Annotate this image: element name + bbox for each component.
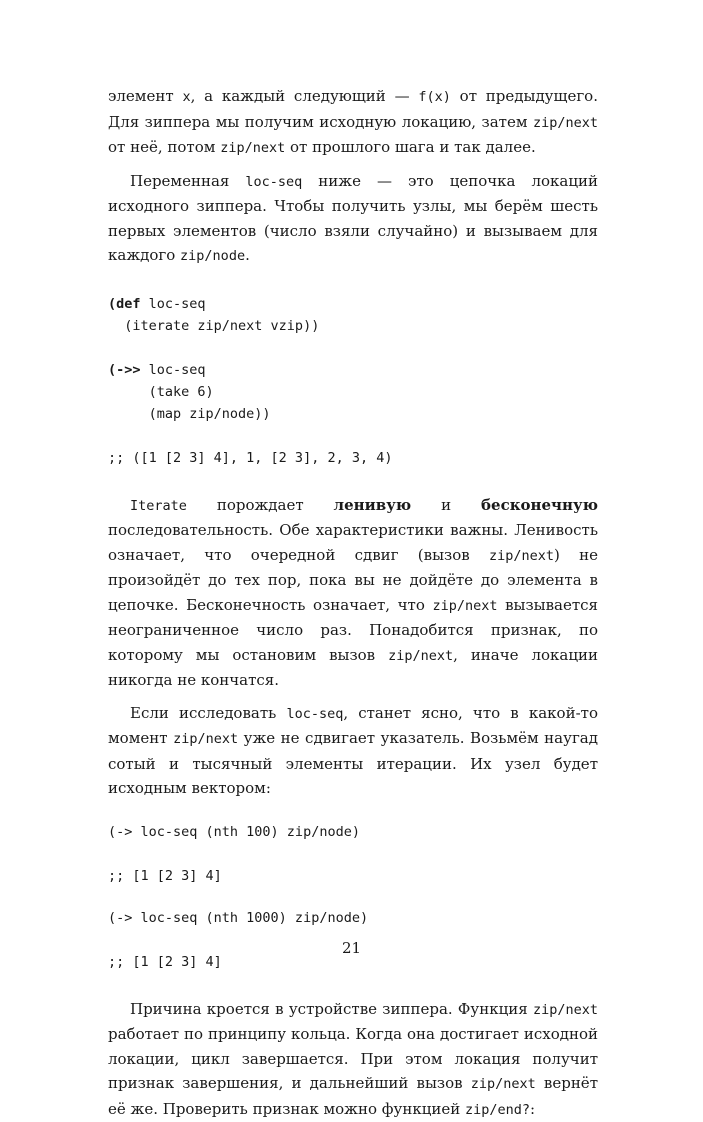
- text: ниже — это цепочка локаций исходного зиппера. Чтобы получить узлы, мы берём шесть первых элементов (число взяли случайно) и вызываем для каждого: [108, 172, 598, 265]
- bold-term: бесконечную: [481, 496, 598, 514]
- text: :: [530, 1100, 535, 1118]
- inline-code: loc-seq: [286, 706, 343, 722]
- code-line: [108, 293, 598, 315]
- text: вернёт её же. Проверить признак можно функцией: [108, 1074, 598, 1118]
- paragraph-2: [108, 169, 598, 269]
- text: и: [411, 496, 481, 514]
- code-keyword: (->>: [108, 362, 141, 378]
- text: Если исследовать: [130, 704, 286, 722]
- inline-code: zip/next: [432, 598, 497, 614]
- text: Переменная: [130, 172, 245, 190]
- text: последовательность. Обе характеристики важны. Ленивость означает, что очередной сдвиг (вызов: [108, 521, 598, 564]
- inline-code: zip/next: [220, 140, 285, 156]
- inline-code: zip/next: [489, 548, 554, 564]
- text: работает по принципу кольца. Когда она достигает исходной локации, цикл завершается. При этом локация получит признак завершения, и дальнейший вызов: [108, 1025, 598, 1092]
- code-line: [108, 359, 598, 381]
- code-block-2: [108, 821, 598, 887]
- inline-code: f(x): [418, 89, 451, 105]
- code-comment: ;; [1 [2 3] 4]: [108, 951, 598, 973]
- text: ) не произойдёт до тех пор, пока вы не дойдёте до элемента в цепочке. Бесконечность означает, что: [108, 546, 598, 614]
- inline-code: Iterate: [130, 498, 187, 514]
- paragraph-4: [108, 701, 598, 801]
- inline-code: zip/next: [388, 648, 453, 664]
- inline-code: loc-seq: [245, 174, 302, 190]
- code-line: (iterate zip/next vzip)): [108, 315, 598, 337]
- text: элемент: [108, 87, 182, 105]
- text: от предыдущего. Для зиппера мы получим исходную локацию, затем: [108, 87, 598, 131]
- inline-code: zip/next: [471, 1076, 536, 1092]
- code-comment: ;; [1 [2 3] 4]: [108, 865, 598, 887]
- inline-code: zip/next: [533, 115, 598, 131]
- paragraph-5: [108, 997, 598, 1122]
- code-paren: (: [108, 296, 116, 312]
- text: порождает: [187, 496, 334, 514]
- code-blank-line: [108, 843, 598, 865]
- text: .: [245, 246, 250, 264]
- page-body: [108, 84, 598, 1122]
- text: , станет ясно, что в какой-то момент: [108, 704, 598, 748]
- text: от прошлого шага и так далее.: [285, 138, 536, 156]
- text: , иначе локации никогда не кончатся.: [108, 646, 598, 690]
- page-number: 21: [0, 939, 703, 957]
- inline-code: zip/next: [533, 1002, 598, 1018]
- code-line: (-> loc-seq (nth 100) zip/node): [108, 821, 598, 843]
- text: Причина кроется в устройстве зиппера. Функция: [130, 1000, 533, 1018]
- code-line: (map zip/node)): [108, 403, 598, 425]
- paragraph-1: [108, 84, 598, 161]
- inline-code: x: [182, 89, 190, 105]
- text: , а каждый следующий —: [191, 87, 419, 105]
- inline-code: zip/end?: [465, 1102, 530, 1118]
- bold-term: ленивую: [334, 496, 412, 514]
- code-line: (take 6): [108, 381, 598, 403]
- paragraph-3: [108, 493, 598, 693]
- code-line: (-> loc-seq (nth 1000) zip/node): [108, 907, 598, 929]
- code-comment: ;; ([1 [2 3] 4], 1, [2 3], 2, 3, 4): [108, 447, 598, 469]
- code-keyword: def: [116, 296, 140, 312]
- code-text: loc-seq: [141, 296, 206, 312]
- code-blank-line: [108, 337, 598, 359]
- code-blank-line: [108, 425, 598, 447]
- text: от неё, потом: [108, 138, 220, 156]
- text: уже не сдвигает указатель. Возьмём наугад сотый и тысячный элементы итерации. Их узел будет исходным вектором:: [108, 729, 598, 797]
- text: вызывается неограниченное число раз. Понадобится признак, по которому мы остановим вызов: [108, 596, 598, 664]
- code-block-1: [108, 293, 598, 469]
- inline-code: zip/next: [173, 731, 238, 747]
- code-text: loc-seq: [141, 362, 206, 378]
- inline-code: zip/node: [180, 248, 245, 264]
